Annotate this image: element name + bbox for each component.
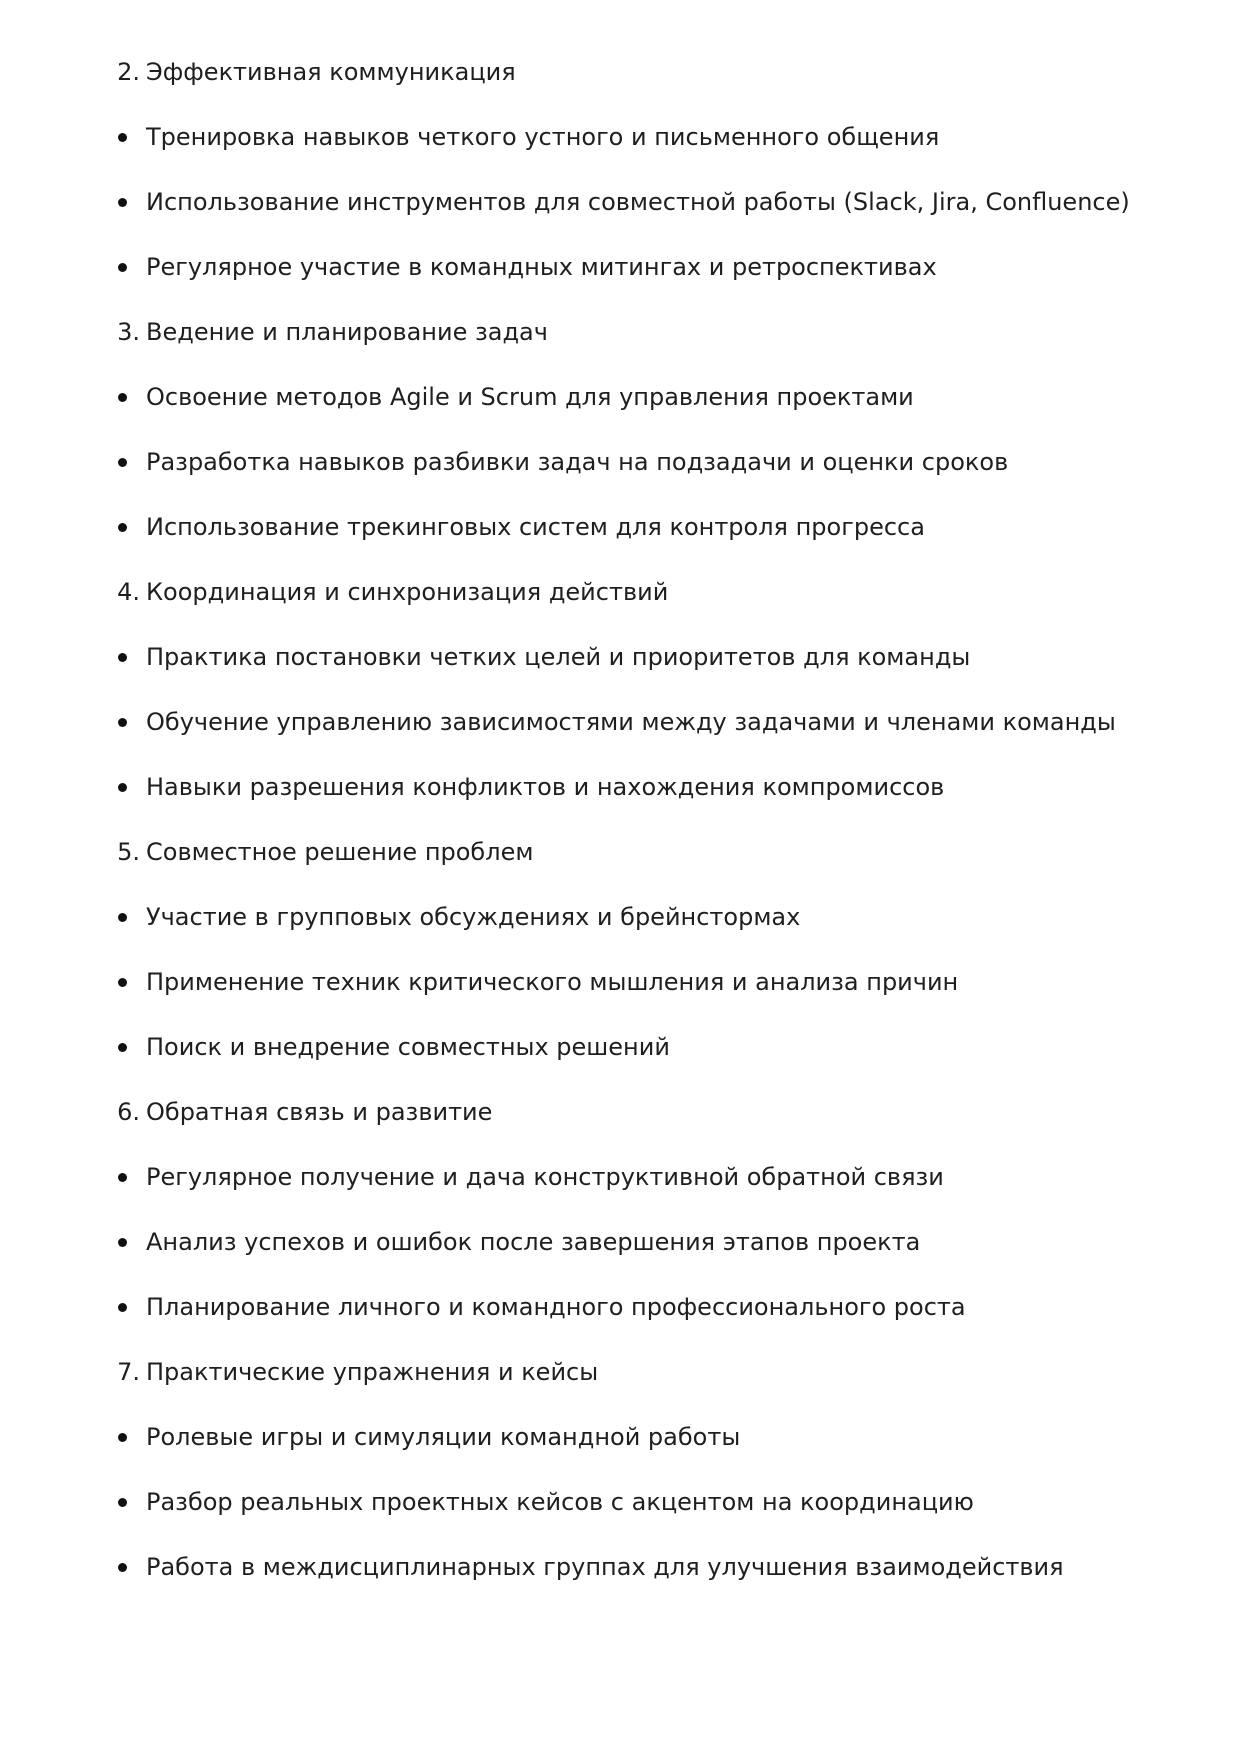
- bullet-icon: [118, 393, 127, 402]
- list-item-text: Поиск и внедрение совместных решений: [146, 1033, 670, 1061]
- list-item: [0, 643, 1239, 708]
- section-heading: [0, 838, 1239, 903]
- section-number: 4.: [117, 578, 140, 606]
- bullet-icon: [118, 263, 127, 272]
- section-title: Совместное решение проблем: [146, 838, 534, 866]
- bullet-icon: [118, 913, 127, 922]
- list-item: [0, 123, 1239, 188]
- list-item-text: Использование трекинговых систем для контроля прогресса: [146, 513, 925, 541]
- list-item: [0, 1228, 1239, 1293]
- bullet-icon: [118, 198, 127, 207]
- list-item: [0, 253, 1239, 318]
- section-number: 2.: [117, 58, 140, 86]
- document-list: [0, 58, 1239, 1618]
- list-item-text: Регулярное получение и дача конструктивной обратной связи: [146, 1163, 944, 1191]
- section-heading: [0, 1358, 1239, 1423]
- section-heading: [0, 318, 1239, 383]
- bullet-icon: [118, 718, 127, 727]
- bullet-icon: [118, 1433, 127, 1442]
- list-item-text: Участие в групповых обсуждениях и брейнстормах: [146, 903, 801, 931]
- section-number: 7.: [117, 1358, 140, 1386]
- list-item: [0, 448, 1239, 513]
- section-title: Обратная связь и развитие: [146, 1098, 493, 1126]
- list-item-text: Практика постановки четких целей и приоритетов для команды: [146, 643, 971, 671]
- section-title: Координация и синхронизация действий: [146, 578, 669, 606]
- list-item-text: Анализ успехов и ошибок после завершения этапов проекта: [146, 1228, 921, 1256]
- bullet-icon: [118, 978, 127, 987]
- bullet-icon: [118, 653, 127, 662]
- bullet-icon: [118, 133, 127, 142]
- list-item: [0, 1293, 1239, 1358]
- bullet-icon: [118, 1563, 127, 1572]
- bullet-icon: [118, 1303, 127, 1312]
- list-item-text: Тренировка навыков четкого устного и письменного общения: [146, 123, 940, 151]
- list-item: [0, 968, 1239, 1033]
- section-number: 5.: [117, 838, 140, 866]
- list-item: [0, 1033, 1239, 1098]
- section-title: Ведение и планирование задач: [146, 318, 548, 346]
- section-heading: [0, 1098, 1239, 1163]
- list-item-text: Разбор реальных проектных кейсов с акцентом на координацию: [146, 1488, 974, 1516]
- section-number: 3.: [117, 318, 140, 346]
- list-item: [0, 708, 1239, 773]
- list-item: [0, 513, 1239, 578]
- list-item-text: Разработка навыков разбивки задач на подзадачи и оценки сроков: [146, 448, 1009, 476]
- list-item-text: Регулярное участие в командных митингах и ретроспективах: [146, 253, 937, 281]
- section-heading: [0, 578, 1239, 643]
- list-item: [0, 1488, 1239, 1553]
- list-item: [0, 383, 1239, 448]
- list-item: [0, 1163, 1239, 1228]
- list-item: [0, 903, 1239, 968]
- list-item: [0, 188, 1239, 253]
- list-item: [0, 1553, 1239, 1618]
- section-title: Практические упражнения и кейсы: [146, 1358, 599, 1386]
- list-item: [0, 1423, 1239, 1488]
- bullet-icon: [118, 523, 127, 532]
- list-item-text: Освоение методов Agile и Scrum для управления проектами: [146, 383, 914, 411]
- bullet-icon: [118, 1498, 127, 1507]
- bullet-icon: [118, 1238, 127, 1247]
- list-item-text: Применение техник критического мышления и анализа причин: [146, 968, 959, 996]
- section-heading: [0, 58, 1239, 123]
- list-item-text: Планирование личного и командного профессионального роста: [146, 1293, 966, 1321]
- list-item-text: Обучение управлению зависимостями между задачами и членами команды: [146, 708, 1116, 736]
- section-title: Эффективная коммуникация: [146, 58, 516, 86]
- list-item-text: Использование инструментов для совместной работы (Slack, Jira, Confluence): [146, 188, 1130, 216]
- bullet-icon: [118, 783, 127, 792]
- list-item: [0, 773, 1239, 838]
- bullet-icon: [118, 1043, 127, 1052]
- bullet-icon: [118, 1173, 127, 1182]
- list-item-text: Работа в междисциплинарных группах для улучшения взаимодействия: [146, 1553, 1064, 1581]
- bullet-icon: [118, 458, 127, 467]
- list-item-text: Навыки разрешения конфликтов и нахождения компромиссов: [146, 773, 945, 801]
- section-number: 6.: [117, 1098, 140, 1126]
- list-item-text: Ролевые игры и симуляции командной работы: [146, 1423, 741, 1451]
